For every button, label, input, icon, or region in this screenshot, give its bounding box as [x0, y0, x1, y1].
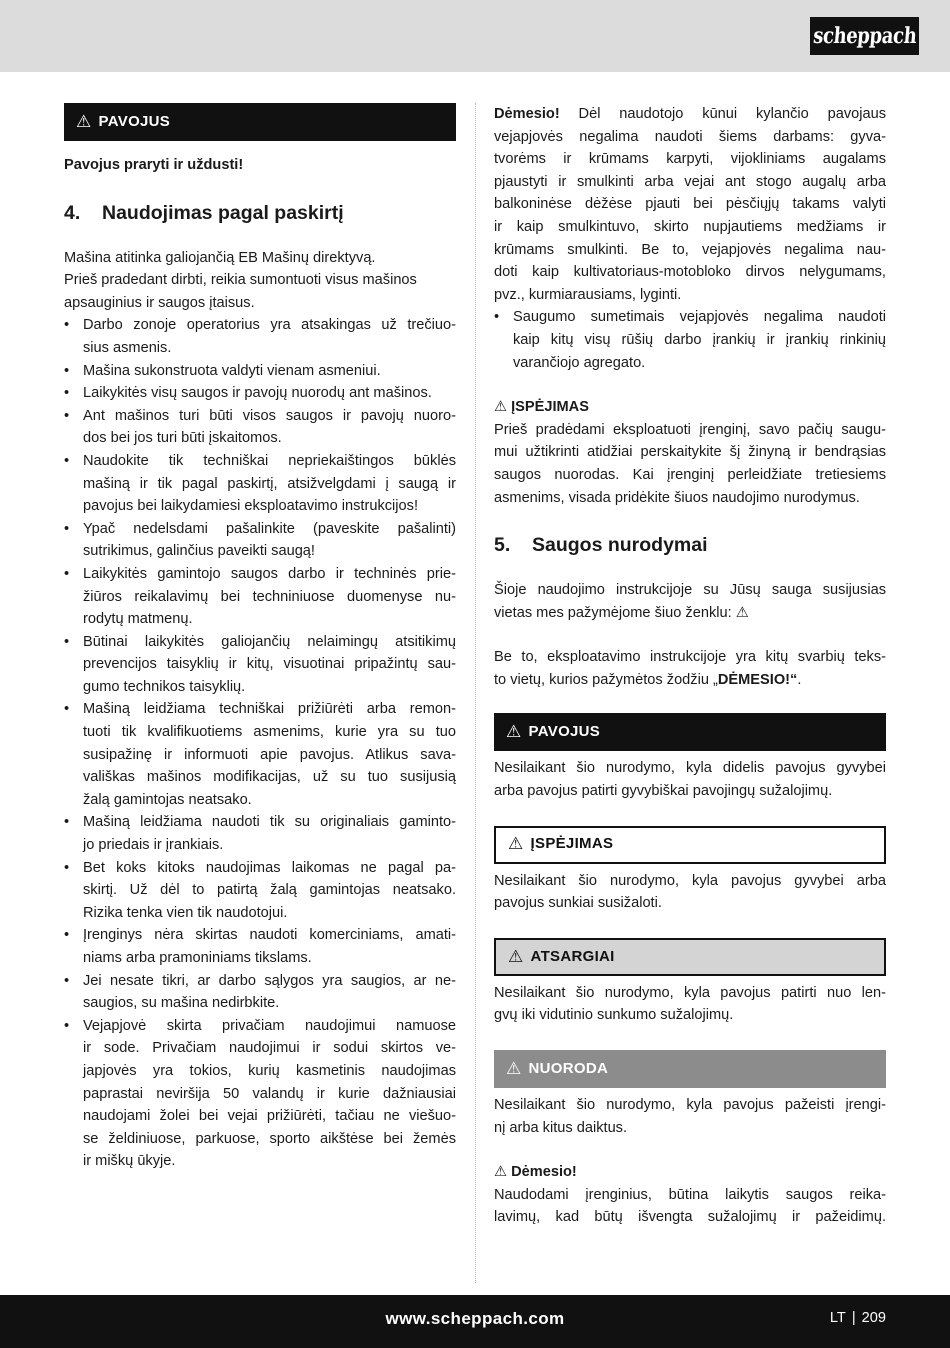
signal-block-nuoroda: [494, 1050, 886, 1139]
warning-label: ⚠ ĮSPĖJIMAS: [494, 399, 589, 416]
text-line: • Bet koks kitoks naudojimas laikomas ne pagal pa-: [83, 859, 456, 876]
section-5-number: 5.: [494, 534, 511, 557]
text-line: Nesilaikant šio nurodymo, kyla pavojus pažeisti įrengi-: [494, 1097, 886, 1114]
signal-box-label: ĮSPĖJIMAS: [530, 835, 614, 853]
right-column: [494, 103, 886, 1229]
section-4-intro: [64, 247, 456, 315]
text-line: • Jei nesate tikri, ar darbo sąlygos yra saugios, ar ne-: [83, 972, 456, 989]
text-line: • Ypač nedelsdami pašalinkite (paveskite pašalinti): [83, 520, 456, 537]
text-line: • Mašina sukonstruota valdyti vienam asmeniui.: [83, 362, 381, 379]
section-5-paragraph-1: [494, 579, 886, 624]
usage-bullet-list: [64, 314, 456, 1173]
text-line: pvz., kurmiarausiams, lyginti.: [494, 286, 682, 303]
final-attention-block: [494, 1161, 886, 1229]
text-line: • Naudokite tik techniškai nepriekaištingos būklės: [83, 452, 456, 469]
text-line: • Mašiną leidžiama naudoti tik su originaliais gaminto-: [83, 814, 456, 831]
text-line: • Būtinai laikykitės galiojančių nelaimingų atsitikimų: [83, 633, 456, 650]
signal-box-label: PAVOJUS: [528, 723, 601, 741]
brand-logo-text: scheppach: [811, 23, 918, 49]
text-line: prevencijos taisyklių ir kitų, visuotinai pripažintų sau-: [83, 656, 456, 673]
text-line: kaip kitų visų rūšių darbo įrankių ir įrankių rinkinių: [513, 331, 886, 348]
list-item: [64, 314, 456, 359]
text-line: pjaustyti ir smulkinti arba vejai ant stogo augalų arba: [494, 173, 886, 190]
text-line: ir kaip smulkintuvo, skirto nupjautiems medžiams ir: [494, 218, 886, 235]
text-line: vališkas mašinos modifikacijas, už su tuo susijusią: [83, 769, 456, 786]
text-line: • Laikykitės visų saugos ir pavojų nuorodų ant mašinos.: [83, 385, 432, 402]
list-item: [64, 631, 456, 699]
section-5-title: Saugos nurodymai: [532, 534, 708, 557]
text-line: • Darbo zonoje operatorius yra atsakingas už trečiuo-: [83, 317, 456, 334]
warning-triangle-icon: ⚠: [506, 1058, 522, 1078]
text-line: paprastai neviršija 50 valandų ir kurie dažniausiai: [83, 1085, 456, 1102]
text-line: ir miškų ūkyje.: [83, 1153, 176, 1170]
attention-lines: [494, 126, 886, 307]
signal-block-įspėjimas: [494, 826, 886, 915]
text-line: jo priedais ir įrankiais.: [83, 837, 224, 854]
signal-box: [494, 938, 886, 976]
attention-line-first: Dėmesio! Dėl naudotojo kūnui kylančio pavojaus: [494, 106, 886, 122]
text-line: pavojus bei laikydamiesi eksploatavimo instrukcijos!: [83, 498, 418, 515]
text-line: Nesilaikant šio nurodymo, kyla didelis pavojus gyvybei: [494, 760, 886, 777]
section-4-title: Naudojimas pagal paskirtį: [102, 201, 344, 224]
text-line: dos bei jos turi būti įskaitomos.: [83, 430, 282, 447]
text-line: vejapjovės negalima naudoti šiems darbams: gyva-: [494, 128, 886, 145]
section-5-paragraph-2: [494, 646, 886, 691]
text-line: asmenims, visada pridėkite šiuos naudojimo nurodymus.: [494, 489, 860, 506]
signal-box: [494, 713, 886, 751]
text-line: to vietų, kurios pažymėtos žodžiu „DĖMESIO!“.: [494, 671, 802, 688]
signal-box-text: [494, 870, 886, 915]
list-item: [64, 1015, 456, 1173]
list-item: [64, 450, 456, 518]
text-line: • Laikykitės gamintojo saugos darbo ir techninės prie-: [83, 565, 456, 582]
text-line: žalą gamintojas neatsako.: [83, 791, 252, 808]
danger-box: [64, 103, 456, 141]
list-item: [494, 306, 886, 374]
footer-bar: [0, 1295, 950, 1348]
list-item: [64, 405, 456, 450]
footer-url[interactable]: www.scheppach.com: [385, 1309, 565, 1328]
text-line: Nesilaikant šio nurodymo, kyla pavojus patirti nuo len-: [494, 984, 886, 1001]
list-item: [64, 924, 456, 969]
text-line: • Mašiną leidžiama techniškai prižiūrėti arba remon-: [83, 701, 456, 718]
text-line: žiūros reikalavimų bei techniniuose duomenyse nu-: [83, 588, 456, 605]
text-line: Nesilaikant šio nurodymo, kyla pavojus gyvybei arba: [494, 872, 886, 889]
signal-box-text: [494, 982, 886, 1027]
text-line: vietas mes pažymėjome šiuo ženklu: ⚠: [494, 604, 749, 621]
text-line: susipažinę ir informuoti apie pavojus. Atlikus sava-: [83, 746, 456, 763]
warning-triangle-icon: ⚠: [508, 834, 524, 854]
text-line: mui užtikrinti atidžiai perskaitykite šį žinyną ir bendrąsias: [494, 444, 886, 461]
intro-line: Prieš pradedant dirbti, reikia sumontuoti visus mašinos: [64, 272, 417, 289]
intro-line: apsauginius ir saugos įtaisus.: [64, 294, 255, 311]
list-item: [64, 382, 456, 405]
signal-word-boxes: [494, 713, 886, 1139]
text-line: doti kaip kultivatoriaus-motobloko dirvos nelygumams,: [494, 264, 886, 281]
text-line: krūmams smulkinti. Be to, vejapjovės negalima nau-: [494, 241, 886, 258]
signal-box-label: NUORODA: [528, 1059, 609, 1077]
signal-box: [494, 826, 886, 864]
text-line: japjovės yra tokios, kurių kasmetinis naudojimas: [83, 1062, 456, 1079]
text-line: tuoti tik kvalifikuotiems asmenims, kurie yra su tuo: [83, 724, 456, 741]
text-line: gumo technikos taisyklių.: [83, 678, 246, 695]
text-line: sius asmenis.: [83, 339, 172, 356]
signal-box-label: ATSARGIAI: [530, 947, 615, 965]
text-line: gvų iki vidutinio sunkumo sužalojimų.: [494, 1007, 734, 1024]
column-divider: [475, 103, 476, 1283]
text-line: nį arba kitus daiktus.: [494, 1119, 628, 1136]
signal-box-text: [494, 757, 886, 802]
list-item: [64, 360, 456, 383]
list-item: [64, 857, 456, 925]
header-band: [0, 0, 950, 72]
section-4-heading: [64, 201, 456, 225]
intro-line: Mašina atitinka galiojančią EB Mašinų direktyvą.: [64, 249, 376, 266]
text-line: Naudodami įrenginius, būtina laikytis saugos reika-: [494, 1186, 886, 1203]
attention-label: Dėmesio!: [494, 106, 560, 122]
danger-box-label: PAVOJUS: [98, 112, 171, 130]
text-line: arba pavojus patirti gyvybiškai pavojingų sužalojimų.: [494, 783, 833, 800]
right-bullet-list: [494, 306, 886, 374]
text-line: Rizika tenka vien tik naudotojui.: [83, 904, 288, 921]
list-item: [64, 698, 456, 811]
section-4-number: 4.: [64, 201, 81, 224]
danger-text: Pavojus praryti ir uždusti!: [64, 157, 244, 173]
left-column: [64, 103, 456, 1173]
signal-block-pavojus: [494, 713, 886, 802]
list-item: [64, 811, 456, 856]
list-item: [64, 563, 456, 631]
page-number: LT | 209: [829, 1310, 886, 1326]
text-line: skirtį. Už dėl to patirtą žalą gamintojas neatsako.: [83, 882, 456, 899]
text-line: sutrikimus, galinčius paveikti saugą!: [83, 543, 315, 560]
text-line: saugos nuorodas. Kai įrenginį perleidžiate tretiesiems: [494, 466, 886, 483]
text-line: mašiną ir tik pagal paskirtį, atsižvelgdami į saugą ir: [83, 475, 456, 492]
signal-box-text: [494, 1094, 886, 1139]
text-line: balkoninėse dėžėse pjauti bei pėsčiųjų takams valyti: [494, 196, 886, 213]
text-line: • Ant mašinos turi būti visos saugos ir pavojų nuoro-: [83, 407, 456, 424]
warning-triangle-icon: ⚠: [508, 946, 524, 966]
warning-lines: [494, 419, 886, 509]
text-line: Prieš pradėdami eksploatuoti įrenginį, savo pačių saugu-: [494, 421, 886, 438]
text-line: tvorėms ir krūmams karpyti, vijokliniams augalams: [494, 151, 886, 168]
text-line: ir sode. Privačiam naudojimui ir sodui skirtos ve-: [83, 1040, 456, 1057]
warning-triangle-icon: ⚠: [494, 399, 508, 416]
text-line: naudojami žolei bei vejai prižiūrėti, tačiau ne viešuo-: [83, 1108, 456, 1125]
attention-paragraph: [494, 103, 886, 306]
signal-box: [494, 1050, 886, 1088]
text-line: pavojus sunkiai susižaloti.: [494, 895, 662, 912]
text-line: saugios, su mašina nedirbkite.: [83, 995, 280, 1012]
text-line: lavimų, kad būtų išvengta sužalojimų ir pažeidimų.: [494, 1209, 886, 1226]
text-line: rodytų matmenų.: [83, 611, 193, 628]
text-line: Šioje naudojimo instrukcijoje su Jūsų sauga susijusias: [494, 582, 886, 599]
text-line: • Saugumo sumetimais vejapjovės negalima naudoti: [513, 309, 886, 326]
list-item: [64, 970, 456, 1015]
brand-logo: [810, 17, 919, 55]
text-line: Be to, eksploatavimo instrukcijoje yra kitų svarbių teks-: [494, 649, 886, 666]
text-line: niams arba pramoniniams tikslams.: [83, 950, 312, 966]
warning-triangle-icon: ⚠: [494, 1164, 508, 1181]
warning-triangle-icon: ⚠: [76, 111, 92, 131]
warning-block: [494, 396, 886, 509]
list-item: [64, 518, 456, 563]
warning-triangle-icon: ⚠: [506, 722, 522, 742]
text-line: se želdiniuose, parkuose, sporto aikštėse bei žemės: [83, 1130, 456, 1147]
text-line: varančiojo agregato.: [513, 354, 646, 371]
text-line: • Įrenginys nėra skirtas naudoti komerciniams, amati-: [83, 927, 456, 944]
section-5-heading: [494, 533, 886, 557]
final-attention-label: ⚠ Dėmesio!: [494, 1164, 577, 1181]
signal-block-atsargiai: [494, 938, 886, 1027]
text-line: • Vejapjovė skirta privačiam naudojimui namuose: [83, 1017, 456, 1034]
